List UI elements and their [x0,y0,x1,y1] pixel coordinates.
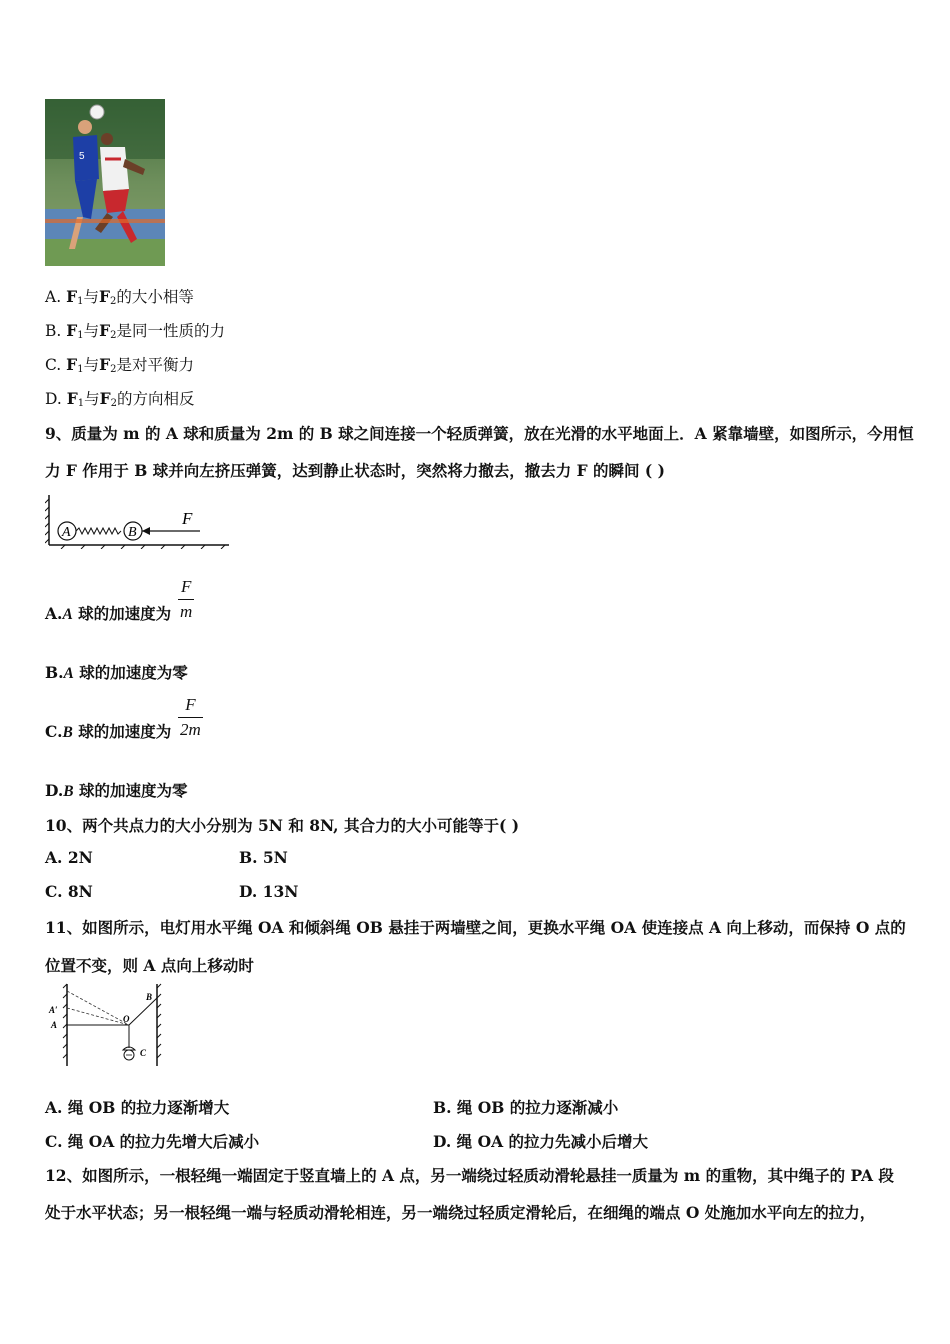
q8-option-a[interactable]: A. $F_1$与$F_2$的大小相等 [45,287,194,307]
q9-figure [45,493,235,549]
q11-figure [45,982,165,1068]
q9-figure-label-a: A [62,525,71,540]
q11-option-d[interactable]: D. 绳 OA 的拉力先减小后增大 [433,1132,649,1151]
q11-figure-label-o: O [123,1014,130,1024]
q10-option-d[interactable]: D. 13N [239,882,299,901]
q11-option-a[interactable]: A. 绳 OB 的拉力逐渐增大 [45,1098,230,1117]
q12-stem-line2: 处于水平状态；另一根轻绳一端与轻质动滑轮相连，另一端绕过轻质定滑轮后，在细绳的端点 O 处施加水平向左的拉力， [45,1203,876,1222]
q11-figure-label-b: B [146,992,153,1002]
q11-stem-line1: 11、如图所示，电灯用水平绳 OA 和倾斜绳 OB 悬挂于两墙壁之间，更换水平绳 OA 使连接点 A 向上移动，而保持 O 点的 [45,918,906,937]
q8-option-d[interactable]: D. $F_1$与$F_2$的方向相反 [45,389,195,409]
soccer-photo [45,99,165,266]
q8-option-b[interactable]: B. $F_1$与$F_2$是同一性质的力 [45,321,226,341]
q10-option-a[interactable]: A. 2N [45,848,93,867]
q11-option-c[interactable]: C. 绳 OA 的拉力先增大后减小 [45,1132,260,1151]
q10-option-b[interactable]: B. 5N [239,848,288,867]
q11-stem-line2: 位置不变，则 A 点向上移动时 [45,956,254,975]
q9-option-a-fraction: F m [180,577,193,621]
q11-figure-label-a: A [51,1020,58,1030]
q9-option-d[interactable]: D.B 球的加速度为零 [45,781,188,800]
q9-stem-line2: 力 F 作用于 B 球并向左挤压弹簧，达到静止状态时，突然将力撤去，撤去力 F 的瞬间 ( ) [45,461,665,480]
q9-option-b[interactable]: B.A 球的加速度为零 [45,663,188,682]
q8-option-c[interactable]: C. $F_1$与$F_2$是对平衡力 [45,355,194,375]
q11-option-b[interactable]: B. 绳 OB 的拉力逐渐减小 [433,1098,619,1117]
q9-stem-line1: 9、质量为 m 的 A 球和质量为 2m 的 B 球之间连接一个轻质弹簧，放在光滑的水平地面上．A 紧靠墙壁，如图所示，今用恒 [45,424,914,443]
svg-text:5: 5 [79,151,85,162]
q10-stem: 10、两个共点力的大小分别为 5N 和 8N, 其合力的大小可能等于( ) [45,816,520,835]
q9-option-c-fraction: F 2m [180,695,201,739]
q12-stem-line1: 12、如图所示，一根轻绳一端固定于竖直墙上的 A 点，另一端绕过轻质动滑轮悬挂一质量为 m 的重物，其中绳子的 PA 段 [45,1166,894,1185]
q9-figure-label-b: B [128,525,137,540]
q9-option-a[interactable]: A.A 球的加速度为 [45,604,172,623]
q9-option-c[interactable]: C.B 球的加速度为 [45,722,172,741]
q11-figure-label-c: C [140,1048,147,1058]
q9-figure-label-f: F [182,509,193,528]
q11-figure-label-a-prime: A′ [49,1005,58,1015]
q10-option-c[interactable]: C. 8N [45,882,93,901]
